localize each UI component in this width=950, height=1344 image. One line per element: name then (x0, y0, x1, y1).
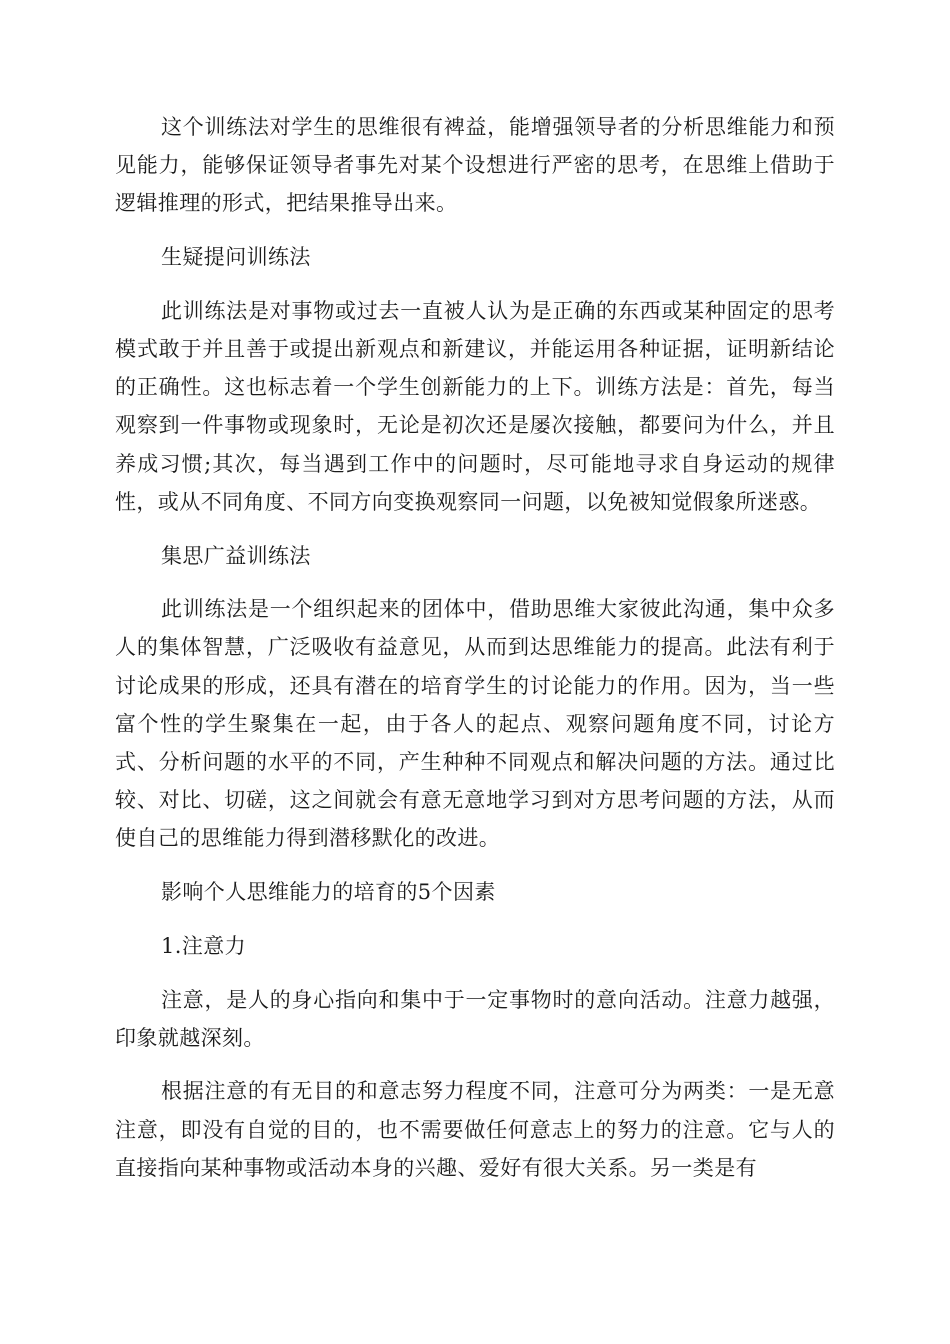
heading-brainstorming-method: 集思广益训练法 (161, 543, 311, 568)
heading-attention: 1.注意力 (161, 933, 247, 958)
paragraph-thinking-benefit: 这个训练法对学生的思维很有裨益，能增强领导者的分析思维能力和预见能力，能够保证领导者事先对某个设想进行严密的思考，在思维上借助于逻辑推理的形式，把结果推导出来。 (115, 115, 835, 216)
document-page (115, 108, 835, 1203)
paragraph-attention-types: 根据注意的有无目的和意志努力程度不同，注意可分为两类：一是无意注意，即没有自觉的目的，也不需要做任何意志上的努力的注意。它与人的直接指向某种事物或活动本身的兴趣、爱好有很大关系。另一类是有 (115, 1079, 835, 1180)
heading-questioning-method: 生疑提问训练法 (161, 245, 311, 270)
paragraph-attention-definition: 注意，是人的身心指向和集中于一定事物时的意向活动。注意力越强，印象就越深刻。 (115, 987, 835, 1050)
heading-five-factors: 影响个人思维能力的培育的5个因素 (161, 880, 496, 905)
paragraph-brainstorming-method: 此训练法是一个组织起来的团体中，借助思维大家彼此沟通，集中众多人的集体智慧，广泛吸收有益意见，从而到达思维能力的提高。此法有利于讨论成果的形成，还具有潜在的培育学生的讨论能力的作用。因为，当一些富个性的学生聚集在一起，由于各人的起点、观察问题角度不同，讨论方式、分析问题的水平的不同，产生种种不同观点和解决问题的方法。通过比较、对比、切磋，这之间就会有意无意地学习到对方思考问题的方法，从而使自己的思维能力得到潜移默化的改进。 (115, 597, 835, 851)
paragraph-questioning-method: 此训练法是对事物或过去一直被人认为是正确的东西或某种固定的思考模式敢于并且善于或提出新观点和新建议，并能运用各种证据，证明新结论的正确性。这也标志着一个学生创新能力的上下。训练方法是：首先，每当观察到一件事物或现象时，无论是初次还是屡次接触，都要问为什么，并且养成习惯;其次，每当遇到工作中的问题时，尽可能地寻求自身运动的规律性，或从不同角度、不同方向变换观察同一问题，以免被知觉假象所迷惑。 (115, 298, 835, 514)
